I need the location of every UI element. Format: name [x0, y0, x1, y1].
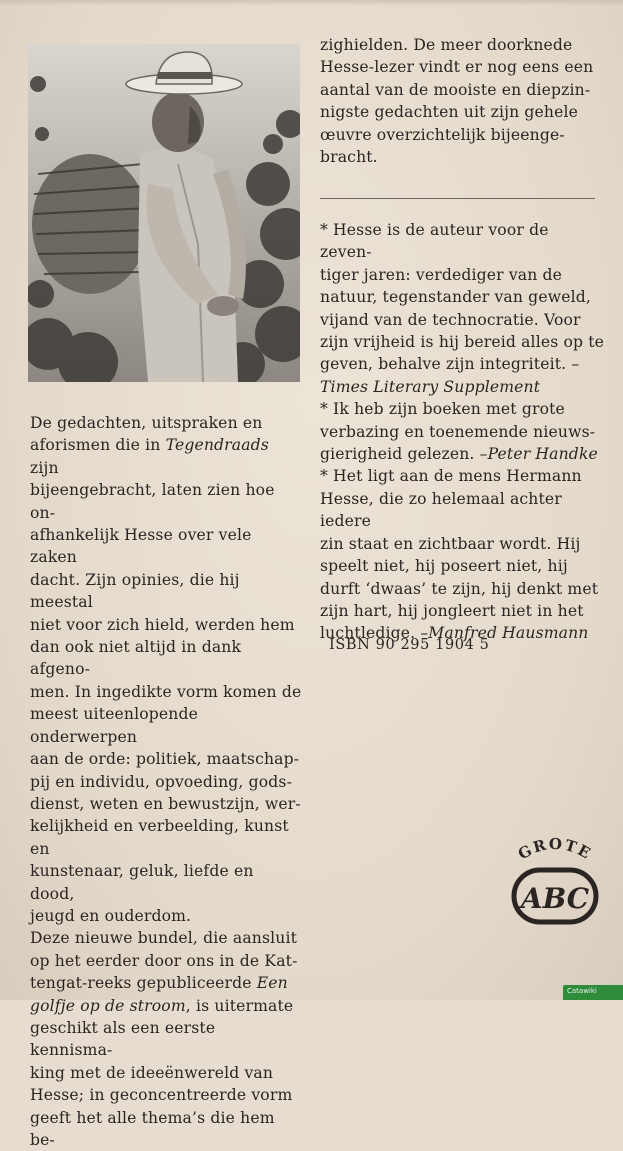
text-fragment: gierigheid gelezen. – [320, 445, 488, 464]
text-line: afhankelijk Hesse over vele zaken [30, 526, 252, 567]
text-fragment: luchtledige. – [320, 624, 429, 643]
text-line: Deze nieuwe bundel, die aansluit [30, 929, 298, 948]
text-line: kelijkheid en verbeelding, kunst en [30, 817, 289, 858]
text-fragment: aforismen die in [30, 436, 166, 455]
text-line: natuur, tegenstander van geweld, [320, 288, 591, 307]
sticker-label: Catawiki [567, 987, 597, 995]
book-title: Tegendraads [165, 436, 269, 455]
left-column-description [30, 412, 302, 1151]
text-line [30, 972, 302, 994]
text-line: bijeengebracht, laten zien hoe on- [30, 481, 275, 522]
text-line: * Ik heb zijn boeken met grote [320, 400, 565, 419]
text-line: dan ook niet altijd in dank afgeno- [30, 638, 242, 679]
text-line: men. In ingedikte vorm komen de [30, 682, 302, 701]
text-line: king met de ideeënwereld van [30, 1063, 274, 1082]
text-line [320, 443, 605, 465]
logo-mark: ABC [520, 882, 590, 915]
text-line: nigste gedachten uit zijn gehele [320, 103, 579, 122]
svg-text:GROTE [515, 835, 595, 864]
text-line: kunstenaar, geluk, liefde en dood, [30, 862, 254, 903]
book-title: golfje op de stroom [30, 996, 186, 1015]
text-fragment: , is uitermate [185, 996, 294, 1015]
text-line [30, 995, 302, 1017]
right-column-intro [320, 34, 605, 168]
text-line: zin staat en zichtbaar wordt. Hij [320, 534, 581, 553]
quote-source: Manfred Hausmann [428, 624, 589, 643]
quote-source: Peter Handke [487, 445, 598, 464]
text-line: aantal van de mooiste en diepzin- [320, 80, 591, 99]
text-line: De gedachten, uitspraken en [30, 414, 263, 432]
text-line: Hesse-lezer vindt er nog eens een [320, 58, 594, 77]
text-line: pij en individu, opvoeding, gods- [30, 772, 293, 791]
text-line: vijand van de technocratie. Voor [320, 310, 581, 329]
text-line: zijn vrijheid is hij bereid alles op te [320, 333, 605, 352]
author-photo [28, 44, 300, 382]
text-line: jeugd en ouderdom. [30, 906, 192, 925]
grote-abc-logo-icon [500, 826, 610, 936]
text-line: * Het ligt aan de mens Hermann [320, 467, 582, 486]
text-line: bracht. [320, 148, 378, 167]
text-line: geven, behalve zijn integriteit. – [320, 355, 580, 374]
isbn-number: ISBN 90 295 1904 5 [329, 637, 490, 653]
quote-source: Times Literary Supplement [320, 377, 541, 396]
logo-top-text: GROTE [515, 834, 596, 864]
text-line: aan de orde: politiek, maatschap- [30, 750, 300, 769]
text-line: dacht. Zijn opinies, die hij meestal [30, 570, 240, 612]
book-title: Een [256, 974, 288, 993]
text-line: dienst, weten en bewustzijn, wer- [30, 794, 301, 813]
man-with-basket-icon [28, 44, 300, 382]
text-line: Hesse; in geconcentreerde vorm [30, 1086, 293, 1105]
text-line: * Hesse is de auteur voor de zeven- [320, 221, 549, 262]
text-line: tiger jaren: verdediger van de [320, 265, 563, 284]
text-line: geschikt als een eerste kennisma- [30, 1018, 216, 1060]
text-line: niet voor zich hield, werden hem [30, 615, 295, 634]
text-line: op het eerder door ons in de Kat- [30, 951, 298, 970]
text-line: geeft het alle thema’s die hem be- [30, 1108, 275, 1149]
text-line [30, 434, 302, 479]
press-quotes [320, 219, 605, 645]
text-line: verbazing en toenemende nieuws- [320, 422, 596, 441]
text-fragment: tengat-reeks gepubliceerde [30, 974, 257, 993]
text-fragment: zijn [30, 458, 59, 477]
catawiki-sticker [563, 985, 623, 1000]
text-line: zighielden. De meer doorknede [320, 36, 573, 54]
divider-rule [320, 198, 595, 199]
text-line: zijn hart, hij jongleert niet in het [320, 601, 584, 620]
publisher-logo [500, 826, 610, 936]
text-line: Hesse, die zo helemaal achter iedere [320, 489, 562, 531]
text-line: meest uiteenlopende onderwerpen [30, 705, 198, 746]
text-line: speelt niet, hij poseert niet, hij [320, 557, 568, 576]
text-line: durft ‘dwaas’ te zijn, hij denkt met [320, 579, 599, 598]
cover-top-edge [0, 0, 623, 6]
text-line: œuvre overzichtelijk bijeenge- [320, 125, 565, 144]
